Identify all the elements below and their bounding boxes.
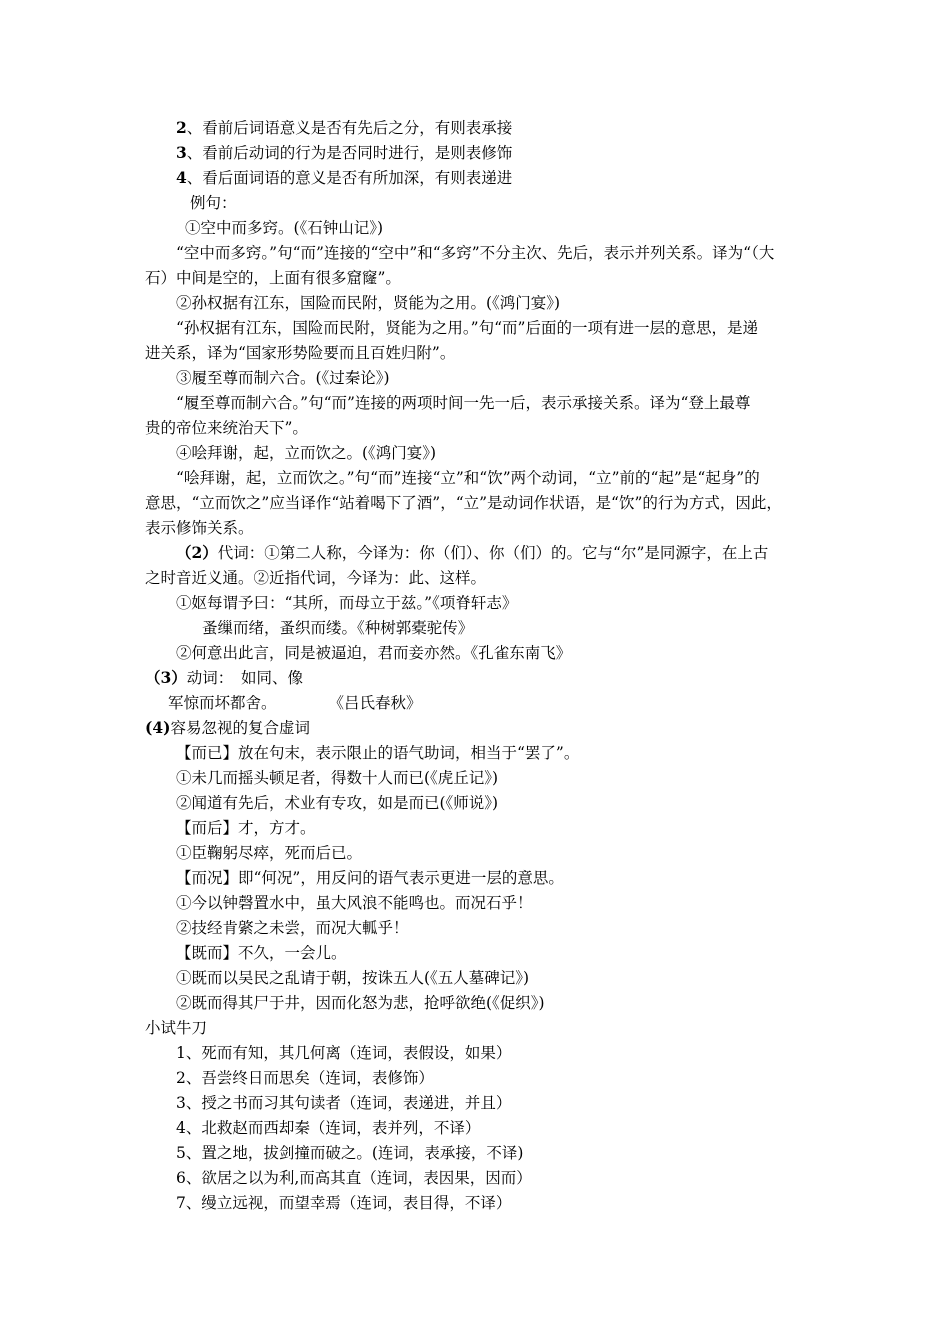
erhou-definition: 【而后】才，方才。 [176,819,316,837]
erkuang-definition: 【而况】即“何况”，用反问的语气表示更进一层的意思。 [176,869,564,887]
method-line-4: 4、看后面词语的意义是否有所加深，有则表递进 [176,168,513,187]
jier-example-1: ①既而以吴民之乱请于朝，按诛五人(《五人墓碑记》) [176,969,530,987]
section-compound: (4)容易忽视的复合虚词 [145,718,310,737]
explanation-2a: “孙权据有江东，国险而民附，贤能为之用。”句“而”后面的一项有进一层的意思，是递 [176,319,758,337]
example-heading: 例句： [190,194,237,212]
erhou-example-1: ①臣鞠躬尽瘁，死而后已。 [176,844,363,862]
explanation-4a: “哙拜谢，起，立而饮之。”句“而”连接“立”和“饮”两个动词，“立”前的“起”是“起身”的 [176,469,760,487]
method-line-2: 2、看前后词语意义是否有先后之分，有则表承接 [176,118,513,137]
pronoun-example-1: ①妪每谓予曰：“其所，而母立于兹。”《项脊轩志》 [176,594,518,612]
explanation-1a: “空中而多窍。”句“而”连接的“空中”和“多窍”不分主次、先后，表示并列关系。译为“（大 [176,244,775,262]
explanation-3a: “履至尊而制六合。”句“而”连接的两项时间一先一后，表示承接关系。译为“登上最尊 [176,394,751,412]
example-2: ②孙权据有江东，国险而民附，贤能为之用。(《鸿门宴》) [176,294,561,312]
erkuang-example-1: ①今以钟磬置水中，虽大风浪不能鸣也。而况石乎！ [176,894,533,912]
practice-item-1: 1、死而有知，其几何离（连词，表假设，如果） [176,1044,512,1062]
explanation-4c: 表示修饰关系。 [145,519,254,537]
jier-example-2: ②既而得其尸于井，因而化怒为悲，抢呼欲绝(《促织》) [176,994,545,1012]
practice-item-3: 3、授之书而习其句读者（连词，表递进，并且） [176,1094,512,1112]
practice-item-4: 4、北救赵而西却秦（连词，表并列，不译） [176,1119,481,1137]
explanation-2b: 进关系，译为“国家形势险要而且百姓归附”。 [145,344,456,362]
practice-heading: 小试牛刀 [145,1019,208,1037]
section-pronoun-a: （2）代词：①第二人称，今译为：你（们）、你（们）的。它与“尔”是同源字，在上古 [176,543,769,562]
explanation-1b: 石）中间是空的，上面有很多窟窿”。 [145,269,401,287]
practice-item-6: 6、欲居之以为利,而高其直（连词，表因果，因而） [176,1169,532,1187]
section-verb: （3）动词： 如同、像 [145,668,304,687]
example-3: ③履至尊而制六合。(《过秦论》) [176,369,390,387]
verb-example: 军惊而坏都舍。 《吕氏春秋》 [168,694,422,712]
jier-definition: 【既而】不久，一会儿。 [176,944,347,962]
explanation-3b: 贵的帝位来统治天下”。 [145,419,308,437]
practice-item-7: 7、缦立远视，而望幸焉（连词，表目得，不译） [176,1194,512,1212]
section-pronoun-b: 之时音近义通。②近指代词，今译为：此、这样。 [145,569,487,587]
erkuang-example-2: ②技经肯綮之未尝，而况大軱乎！ [176,919,409,937]
eryi-example-2: ②闻道有先后，术业有专攻，如是而已(《师说》) [176,794,499,812]
eryi-example-1: ①未几而摇头顿足者，得数十人而已(《虎丘记》) [176,769,499,787]
method-line-3: 3、看前后动词的行为是否同时进行，是则表修饰 [176,143,513,162]
pronoun-example-2: ②何意出此言，同是被逼迫，君而妾亦然。《孔雀东南飞》 [176,644,572,662]
example-4: ④哙拜谢，起，立而饮之。(《鸿门宴》) [176,444,437,462]
example-1: ①空中而多窍。(《石钟山记》) [185,219,384,237]
practice-item-5: 5、置之地，拔剑撞而破之。(连词，表承接，不译) [176,1144,524,1162]
explanation-4b: 意思，“立而饮之”应当译作“站着喝下了酒”，“立”是动词作状语，是“饮”的行为方式，因此， [145,494,782,512]
practice-item-2: 2、吾尝终日而思矣（连词，表修饰） [176,1069,434,1087]
eryi-definition: 【而已】放在句末，表示限止的语气助词，相当于“罢了”。 [176,744,580,762]
pronoun-example-1b: 蚤缫而绪，蚤织而缕。《种树郭橐驼传》 [202,619,474,637]
